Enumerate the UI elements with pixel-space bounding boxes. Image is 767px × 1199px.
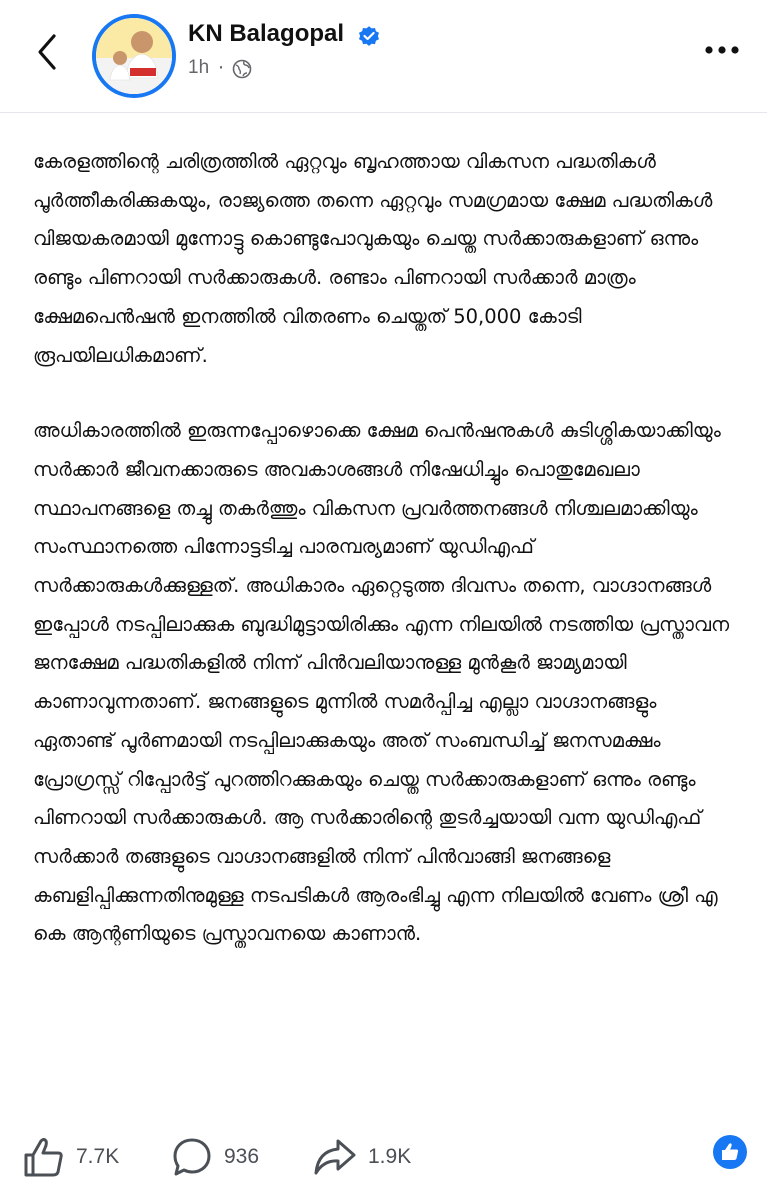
share-icon (312, 1135, 358, 1179)
reaction-badge-icon[interactable] (713, 1135, 747, 1169)
avatar[interactable] (92, 14, 176, 98)
more-icon[interactable] (700, 40, 744, 60)
comment-count: 936 (224, 1145, 260, 1168)
like-button[interactable] (22, 1135, 119, 1179)
share-count: 1.9K (368, 1145, 412, 1168)
like-icon (22, 1135, 66, 1179)
action-bar (0, 1125, 767, 1185)
author-name[interactable]: KN Balagopal (188, 20, 345, 47)
post-paragraph-2: അധികാരത്തിൽ ഇരുന്നപ്പോഴൊക്കെ ക്ഷേമ പെൻഷനുകൾ കുടിശ്ശികയാക്കിയും സർക്കാർ ജീവനക്കാരുടെ അവകാശങ്ങൾ നിഷേധിച്ചും പൊതുമേഖലാ സ്ഥാപനങ്ങളെ തച്ചു തകർത്തും വികസന പ്രവർത്തനങ്ങൾ നിശ്ചലമാക്കിയും സംസ്ഥാനത്തെ പിന്നോട്ടടിച്ച പാരമ്പര്യമാണ് യുഡിഎഫ് സർക്കാരുകൾക്കുള്ളത്. അധികാരം ഏറ്റെടുത്ത ദിവസം തന്നെ, വാഗ്ദാനങ്ങൾ ഇപ്പോൾ നടപ്പിലാക്കുക ബുദ്ധിമുട്ടായിരിക്കും എന്ന നിലയിൽ നടത്തിയ പ്രസ്താവന ജനക്ഷേമ പദ്ധതികളിൽ നിന്ന് പിൻവലിയാനുള്ള മുൻകൂർ ജാമ്യമായി കാണാവുന്നതാണ്. ജനങ്ങളുടെ മുന്നിൽ സമർപ്പിച്ച എല്ലാ വാഗ്ദാനങ്ങളും ഏതാണ്ട് പൂർണമായി നടപ്പിലാക്കുകയും അത് സംബന്ധിച്ച് ജനസമക്ഷം പ്രോഗ്രസ്സ് റിപ്പോർട്ട് പുറത്തിറക്കുകയും ചെയ്ത സർക്കാരുകളാണ് ഒന്നും രണ്ടും പിണറായി സർക്കാരുകൾ. ആ സർക്കാരിന്റെ തുടർച്ചയായി വന്ന യുഡിഎഫ് സർക്കാർ തങ്ങളുടെ വാഗ്ദാനങ്ങളിൽ നിന്ന് പിൻവാങ്ങി ജനങ്ങളെ കബളിപ്പിക്കുന്നതിനുമുള്ള നടപടികൾ ആരംഭിച്ചു എന്ന നിലയിൽ വേണം ശ്രീ എ കെ ആന്റണിയുടെ പ്രസ്താവനയെ കാണാൻ. (33, 419, 730, 946)
header-divider (0, 112, 767, 113)
share-button[interactable] (312, 1135, 411, 1179)
post-time: 1h (188, 57, 210, 78)
post-header (0, 0, 767, 110)
separator-dot: · (218, 57, 225, 79)
comment-button[interactable] (170, 1135, 259, 1179)
back-arrow-icon[interactable] (30, 32, 66, 72)
post-body (33, 143, 733, 954)
like-count: 7.7K (76, 1145, 120, 1168)
verified-badge-icon (357, 24, 381, 48)
post-paragraph-1: കേരളത്തിന്റെ ചരിത്രത്തിൽ ഏറ്റവും ബൃഹത്തായ വികസന പദ്ധതികൾ പൂർത്തീകരിക്കുകയും, രാജ്യത്തെ തന്നെ ഏറ്റവും സമഗ്രമായ ക്ഷേമ പദ്ധതികൾ വിജയകരമായി മുന്നോട്ടു കൊണ്ടുപോവുകയും ചെയ്ത സർക്കാരുകളാണ് ഒന്നും രണ്ടും പിണറായി സർക്കാരുകൾ. രണ്ടാം പിണറായി സർക്കാർ മാത്രം ക്ഷേമപെൻഷൻ ഇനത്തിൽ വിതരണം ചെയ്തത് 50,000 കോടി രൂപയിലധികമാണ്. (33, 150, 713, 367)
globe-icon (232, 59, 252, 79)
comment-icon (170, 1135, 214, 1179)
